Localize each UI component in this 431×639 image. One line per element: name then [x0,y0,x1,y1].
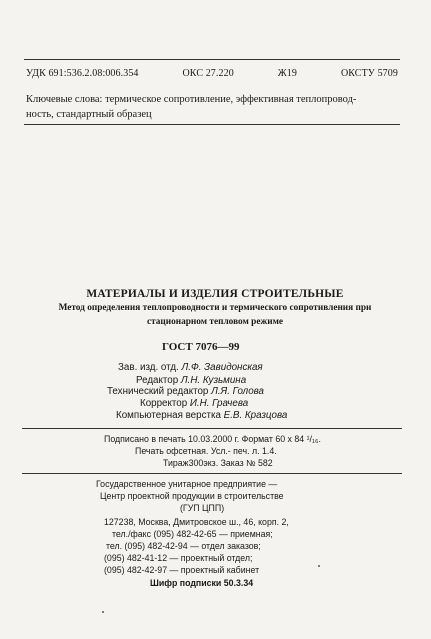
staff-role: Зав. изд. отд. [118,362,179,373]
udk-code: УДК 691:536.2.08:006.354 [26,68,139,79]
publisher-line-4: 127238, Москва, Дмитровское ш., 46, корп. 2, [104,517,289,527]
subscription-code: Шифр подписки 50.3.34 [150,578,254,588]
speck [318,565,320,567]
staff-name: Л.Я. Голова [211,386,265,397]
staff-line [118,362,263,373]
title-sub-line-1: Метод определения теплопроводности и термического сопротивления при [58,303,372,313]
okstu-code: ОКСТУ 5709 [340,68,398,79]
publisher-line-5: тел./факс (095) 482-42-65 — приемная; [112,529,273,539]
speck [102,611,104,613]
title-sub-line-2: стационарном тепловом режиме [146,317,284,327]
publisher-line-3: (ГУП ЦПП) [180,503,225,513]
publisher-rule [22,473,402,474]
print-line-2: Печать офсетная. Усл.- печ. л. 1.4. [135,446,277,456]
keywords-line-2: ность, стандартный образец [26,109,152,120]
oks-code: ОКС 27.220 [182,68,234,79]
title-block [20,288,410,328]
publisher-line-8: (095) 482-42-97 — проектный кабинет [104,565,260,575]
group-code: Ж19 [277,68,298,79]
keywords [26,92,398,122]
staff-line [136,375,246,386]
staff-role: Компьютерная верстка [116,410,221,421]
staff-role: Корректор [140,398,188,409]
title-main: МАТЕРИАЛЫ И ИЗДЕЛИЯ СТРОИТЕЛЬНЫЕ [86,288,344,300]
publisher-line-2: Центр проектной продукции в строительстве [100,491,284,501]
staff-name: Л.Н. Кузьмина [180,375,247,386]
staff-name: Е.В. Кразцова [223,410,288,421]
classification-codes [26,68,398,79]
staff-line [107,386,264,397]
staff-role: Редактор [136,375,179,386]
staff-name: Л.Ф. Завидонская [181,362,263,373]
staff-name: И.Н. Грачева [189,398,249,409]
publisher-line-1: Государственное унитарное предприятие — [96,479,278,489]
staff-line [140,398,248,409]
print-line-3: Тираж300экз. Заказ № 582 [163,458,273,468]
top-rule [24,59,400,60]
print-rule [22,428,402,429]
staff-role: Технический редактор [107,386,209,397]
publisher-line-6: тел. (095) 482-42-94 — отдел заказов; [106,541,261,551]
print-line-1: Подписано в печать 10.03.2000 г. Формат 60 х 84 ¹/₁₆. [104,434,321,444]
keywords-rule [24,124,400,125]
staff-line [116,410,287,421]
keywords-line-1: Ключевые слова: термическое сопротивление, эффективная теплопровод- [26,94,357,105]
gost-number: ГОСТ 7076—99 [162,341,240,353]
publisher-line-7: (095) 482-41-12 — проектный отдел; [104,553,253,563]
